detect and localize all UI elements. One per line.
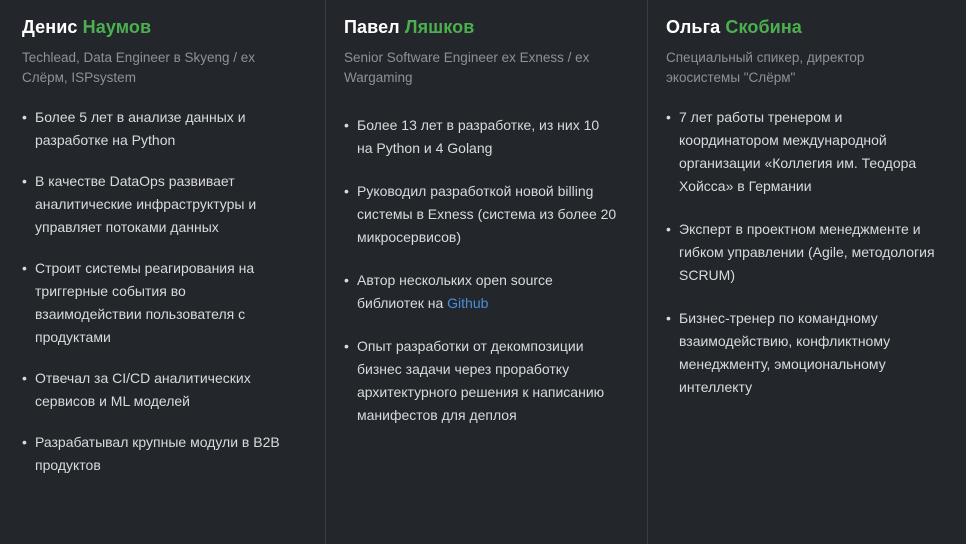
list-item: • Более 13 лет в разработке, из них 10 на Python и 4 Golang bbox=[344, 114, 618, 160]
speaker-role-3: Специальный спикер, директор экосистемы "Слёрм" bbox=[666, 50, 865, 85]
speaker-first-name-1: Денис bbox=[22, 17, 78, 37]
speaker-role-1: Techlead, Data Engineer в Skyeng / ex Слёрм, ISPsystem bbox=[22, 50, 256, 85]
speaker-last-name-2: Ляшков bbox=[404, 17, 475, 37]
list-item: • Строит системы реагирования на триггерные события во взаимодействии пользователя с продуктами bbox=[22, 257, 296, 349]
speaker-first-name-2: Павел bbox=[344, 17, 400, 37]
speaker-last-name-1: Наумов bbox=[82, 17, 152, 37]
list-item bbox=[344, 269, 618, 315]
list-item: • В качестве DataOps развивает аналитические инфраструктуры и управляет потоками данных bbox=[22, 170, 296, 239]
speaker-name-3 bbox=[666, 16, 940, 38]
speaker-card-1 bbox=[0, 16, 326, 544]
speaker-card-2 bbox=[326, 16, 648, 544]
speaker-bullets-2 bbox=[344, 106, 618, 427]
speaker-role-2: Senior Software Engineer ex Exness / ex Wargaming bbox=[344, 50, 590, 85]
list-item: • Опыт разработки от декомпозиции бизнес задачи через проработку архитектурного решения к написанию манифестов для деплоя bbox=[344, 335, 618, 427]
list-item: • Руководил разработкой новой billing системы в Exness (система из более 20 микросервисов) bbox=[344, 180, 618, 249]
list-item-text: Автор нескольких open source библиотек на bbox=[357, 272, 553, 311]
list-item: • Разрабатывал крупные модули в B2B продуктов bbox=[22, 431, 296, 477]
speaker-last-name-3: Скобина bbox=[725, 17, 802, 37]
speaker-bullets-1 bbox=[22, 106, 296, 477]
speaker-name-1 bbox=[22, 16, 296, 38]
speaker-bullets-3 bbox=[666, 106, 940, 399]
list-item: • 7 лет работы тренером и координатором международной организации «Коллегия им. Теодора Хойсса» в Германии bbox=[666, 106, 940, 198]
speaker-card-3 bbox=[648, 16, 966, 544]
list-item: • Отвечал за CI/CD аналитических сервисов и ML моделей bbox=[22, 367, 296, 413]
list-item: • Более 5 лет в анализе данных и разработке на Python bbox=[22, 106, 296, 152]
github-link[interactable]: Github bbox=[447, 295, 489, 311]
speaker-first-name-3: Ольга bbox=[666, 17, 721, 37]
speaker-name-2 bbox=[344, 16, 618, 38]
list-item: • Эксперт в проектном менеджменте и гибком управлении (Agile, методология SCRUM) bbox=[666, 218, 940, 287]
list-item: • Бизнес-тренер по командному взаимодействию, конфликтному менеджменту, эмоциональному интеллекту bbox=[666, 307, 940, 399]
